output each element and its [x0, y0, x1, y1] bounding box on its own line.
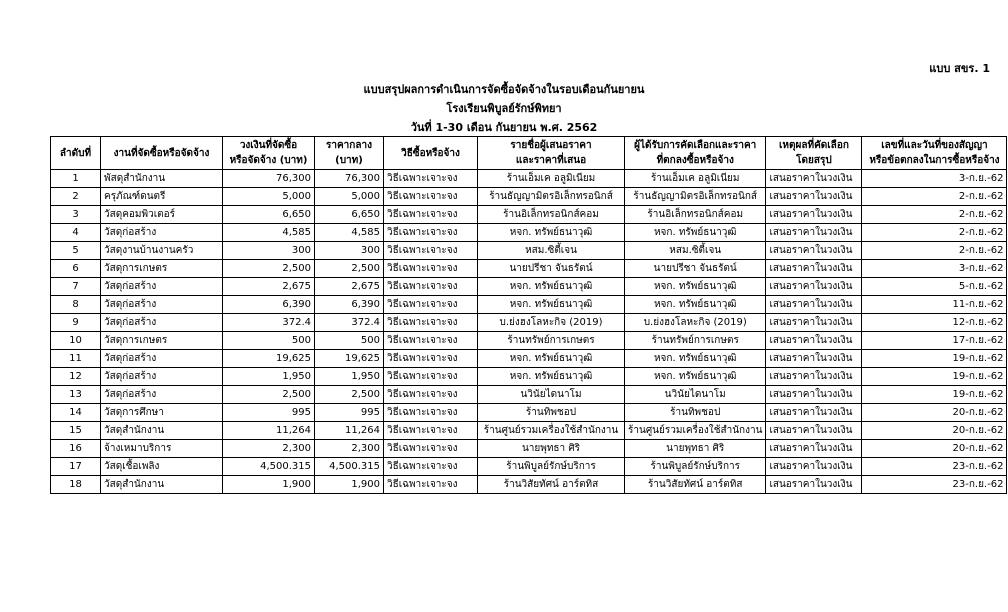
table-row: [51, 278, 1007, 296]
row-reason: เสนอราคาในวงเงิน: [766, 386, 862, 404]
row-item: จ้างเหมาบริการ: [101, 440, 223, 458]
row-number: 1: [51, 170, 101, 188]
row-reason: เสนอราคาในวงเงิน: [766, 458, 862, 476]
row-reason: เสนอราคาในวงเงิน: [766, 170, 862, 188]
row-reason: เสนอราคาในวงเงิน: [766, 188, 862, 206]
row-budget: 19,625: [223, 350, 315, 368]
table-row: [51, 296, 1007, 314]
header-median-price: ราคากลาง (บาท): [315, 137, 384, 170]
row-contract: 23-ก.ย.-62: [862, 458, 1007, 476]
row-winner: ร้านวิสัยทัศน์ อาร์ตทิส: [625, 476, 766, 494]
row-budget: 372.4: [223, 314, 315, 332]
table-row: [51, 350, 1007, 368]
row-contract: 2-ก.ย.-62: [862, 188, 1007, 206]
row-number: 14: [51, 404, 101, 422]
row-method: วิธีเฉพาะเจาะจง: [384, 404, 478, 422]
row-item: พัสดุสำนักงาน: [101, 170, 223, 188]
row-bidder: ร้านพิบูลย์รักษ์บริการ: [478, 458, 625, 476]
row-number: 2: [51, 188, 101, 206]
row-median-price: 500: [315, 332, 384, 350]
row-reason: เสนอราคาในวงเงิน: [766, 422, 862, 440]
row-bidder: ร้านเอ็มเค อลูมิเนียม: [478, 170, 625, 188]
row-bidder: บ.ย่งฮงโลหะกิจ (2019): [478, 314, 625, 332]
table-row: [51, 368, 1007, 386]
row-reason: เสนอราคาในวงเงิน: [766, 350, 862, 368]
row-contract: 20-ก.ย.-62: [862, 440, 1007, 458]
row-median-price: 11,264: [315, 422, 384, 440]
row-item: วัสดุก่อสร้าง: [101, 350, 223, 368]
row-contract: 20-ก.ย.-62: [862, 404, 1007, 422]
header-reason: เหตุผลที่คัดเลือก โดยสรุป: [766, 137, 862, 170]
row-median-price: 1,950: [315, 368, 384, 386]
row-bidder: ร้านศูนย์รวมเครื่องใช้สำนักงาน: [478, 422, 625, 440]
table-row: [51, 260, 1007, 278]
row-number: 7: [51, 278, 101, 296]
row-method: วิธีเฉพาะเจาะจง: [384, 440, 478, 458]
row-winner: หสม.ซิตี้เจน: [625, 242, 766, 260]
row-method: วิธีเฉพาะเจาะจง: [384, 278, 478, 296]
row-reason: เสนอราคาในวงเงิน: [766, 440, 862, 458]
row-winner: ร้านธัญญามิตรอิเล็กทรอนิกส์: [625, 188, 766, 206]
row-budget: 6,650: [223, 206, 315, 224]
row-winner: หจก. ทรัพย์ธนาวุฒิ: [625, 350, 766, 368]
row-item: วัสดุสำนักงาน: [101, 422, 223, 440]
row-bidder: หสม.ซิตี้เจน: [478, 242, 625, 260]
row-item: วัสดุก่อสร้าง: [101, 224, 223, 242]
table-row: [51, 206, 1007, 224]
row-item: วัสดุก่อสร้าง: [101, 296, 223, 314]
header-contract: เลขที่และวันที่ของสัญญา หรือข้อตกลงในการซื้อหรือจ้าง: [862, 137, 1007, 170]
row-reason: เสนอราคาในวงเงิน: [766, 476, 862, 494]
table-row: [51, 422, 1007, 440]
row-bidder: หจก. ทรัพย์ธนาวุฒิ: [478, 278, 625, 296]
row-contract: 5-ก.ย.-62: [862, 278, 1007, 296]
row-median-price: 4,585: [315, 224, 384, 242]
row-number: 12: [51, 368, 101, 386]
row-contract: 12-ก.ย.-62: [862, 314, 1007, 332]
row-median-price: 19,625: [315, 350, 384, 368]
row-budget: 4,500.315: [223, 458, 315, 476]
form-code: แบบ สขร. 1: [929, 62, 990, 75]
row-item: วัสดุก่อสร้าง: [101, 368, 223, 386]
row-contract: 2-ก.ย.-62: [862, 224, 1007, 242]
header-item: งานที่จัดซื้อหรือจัดจ้าง: [101, 137, 223, 170]
row-contract: 19-ก.ย.-62: [862, 386, 1007, 404]
row-winner: ร้านเอ็มเค อลูมิเนียม: [625, 170, 766, 188]
row-contract: 20-ก.ย.-62: [862, 422, 1007, 440]
row-number: 3: [51, 206, 101, 224]
row-budget: 4,585: [223, 224, 315, 242]
row-budget: 995: [223, 404, 315, 422]
row-number: 16: [51, 440, 101, 458]
table-row: [51, 314, 1007, 332]
row-median-price: 6,390: [315, 296, 384, 314]
row-bidder: ร้านทรัพย์การเกษตร: [478, 332, 625, 350]
row-bidder: ร้านวิสัยทัศน์ อาร์ตทิส: [478, 476, 625, 494]
row-number: 11: [51, 350, 101, 368]
row-bidder: ร้านทิพชอป: [478, 404, 625, 422]
row-bidder: หจก. ทรัพย์ธนาวุฒิ: [478, 368, 625, 386]
table-header-row: [51, 137, 1007, 170]
row-budget: 2,300: [223, 440, 315, 458]
row-winner: บ.ย่งฮงโลหะกิจ (2019): [625, 314, 766, 332]
row-budget: 300: [223, 242, 315, 260]
row-median-price: 1,900: [315, 476, 384, 494]
row-winner: ร้านศูนย์รวมเครื่องใช้สำนักงาน: [625, 422, 766, 440]
header-winner: ผู้ได้รับการคัดเลือกและราคา ที่ตกลงซื้อหรือจ้าง: [625, 137, 766, 170]
row-method: วิธีเฉพาะเจาะจง: [384, 458, 478, 476]
row-method: วิธีเฉพาะเจาะจง: [384, 368, 478, 386]
row-winner: นวินัยไดนาโม: [625, 386, 766, 404]
row-budget: 2,500: [223, 260, 315, 278]
row-item: วัสดุก่อสร้าง: [101, 386, 223, 404]
row-bidder: นวินัยไดนาโม: [478, 386, 625, 404]
row-contract: 11-ก.ย.-62: [862, 296, 1007, 314]
row-contract: 19-ก.ย.-62: [862, 368, 1007, 386]
row-method: วิธีเฉพาะเจาะจง: [384, 476, 478, 494]
table-row: [51, 458, 1007, 476]
row-contract: 19-ก.ย.-62: [862, 350, 1007, 368]
row-reason: เสนอราคาในวงเงิน: [766, 278, 862, 296]
row-number: 10: [51, 332, 101, 350]
row-winner: นายปรีชา จันธรัตน์: [625, 260, 766, 278]
row-method: วิธีเฉพาะเจาะจง: [384, 188, 478, 206]
row-bidder: หจก. ทรัพย์ธนาวุฒิ: [478, 296, 625, 314]
school-name: โรงเรียนพิบูลย์รักษ์พิทยา: [446, 102, 562, 115]
row-budget: 2,500: [223, 386, 315, 404]
row-item: วัสดุงานบ้านงานครัว: [101, 242, 223, 260]
row-method: วิธีเฉพาะเจาะจง: [384, 314, 478, 332]
row-method: วิธีเฉพาะเจาะจง: [384, 242, 478, 260]
row-number: 4: [51, 224, 101, 242]
row-contract: 3-ก.ย.-62: [862, 260, 1007, 278]
table-row: [51, 404, 1007, 422]
table-row: [51, 386, 1007, 404]
row-number: 5: [51, 242, 101, 260]
row-item: วัสดุการศึกษา: [101, 404, 223, 422]
table-row: [51, 224, 1007, 242]
row-median-price: 76,300: [315, 170, 384, 188]
row-number: 8: [51, 296, 101, 314]
row-budget: 76,300: [223, 170, 315, 188]
row-budget: 5,000: [223, 188, 315, 206]
row-median-price: 4,500.315: [315, 458, 384, 476]
row-method: วิธีเฉพาะเจาะจง: [384, 296, 478, 314]
row-winner: ร้านทิพชอป: [625, 404, 766, 422]
row-method: วิธีเฉพาะเจาะจง: [384, 332, 478, 350]
row-median-price: 2,500: [315, 260, 384, 278]
row-contract: 3-ก.ย.-62: [862, 170, 1007, 188]
row-winner: ร้านทรัพย์การเกษตร: [625, 332, 766, 350]
row-reason: เสนอราคาในวงเงิน: [766, 242, 862, 260]
row-median-price: 300: [315, 242, 384, 260]
header-bidders: รายชื่อผู้เสนอราคา และราคาที่เสนอ: [478, 137, 625, 170]
row-median-price: 372.4: [315, 314, 384, 332]
row-reason: เสนอราคาในวงเงิน: [766, 296, 862, 314]
row-budget: 11,264: [223, 422, 315, 440]
row-method: วิธีเฉพาะเจาะจง: [384, 224, 478, 242]
row-number: 13: [51, 386, 101, 404]
row-contract: 2-ก.ย.-62: [862, 242, 1007, 260]
row-method: วิธีเฉพาะเจาะจง: [384, 170, 478, 188]
procurement-table: [50, 136, 1007, 494]
row-median-price: 2,500: [315, 386, 384, 404]
row-median-price: 2,300: [315, 440, 384, 458]
row-budget: 1,950: [223, 368, 315, 386]
row-reason: เสนอราคาในวงเงิน: [766, 260, 862, 278]
row-contract: 23-ก.ย.-62: [862, 476, 1007, 494]
row-budget: 2,675: [223, 278, 315, 296]
header-method: วิธีซื้อหรือจ้าง: [384, 137, 478, 170]
row-item: วัสดุก่อสร้าง: [101, 278, 223, 296]
date-range: วันที่ 1-30 เดือน กันยายน พ.ศ. 2562: [410, 121, 598, 134]
row-median-price: 2,675: [315, 278, 384, 296]
row-budget: 500: [223, 332, 315, 350]
row-number: 18: [51, 476, 101, 494]
row-method: วิธีเฉพาะเจาะจง: [384, 260, 478, 278]
row-method: วิธีเฉพาะเจาะจง: [384, 206, 478, 224]
table-row: [51, 332, 1007, 350]
table-row: [51, 242, 1007, 260]
row-item: วัสดุการเกษตร: [101, 260, 223, 278]
row-winner: ร้านพิบูลย์รักษ์บริการ: [625, 458, 766, 476]
row-method: วิธีเฉพาะเจาะจง: [384, 350, 478, 368]
row-budget: 6,390: [223, 296, 315, 314]
row-reason: เสนอราคาในวงเงิน: [766, 404, 862, 422]
header-no: ลำดับที่: [51, 137, 101, 170]
header-budget: วงเงินที่จัดซื้อ หรือจัดจ้าง (บาท): [223, 137, 315, 170]
row-item: ครุภัณฑ์ดนตรี: [101, 188, 223, 206]
row-reason: เสนอราคาในวงเงิน: [766, 206, 862, 224]
row-bidder: นายปรีชา จันธรัตน์: [478, 260, 625, 278]
row-reason: เสนอราคาในวงเงิน: [766, 332, 862, 350]
row-winner: หจก. ทรัพย์ธนาวุฒิ: [625, 278, 766, 296]
row-bidder: หจก. ทรัพย์ธนาวุฒิ: [478, 224, 625, 242]
row-bidder: ร้านอิเล็กทรอนิกส์คอม: [478, 206, 625, 224]
table-row: [51, 170, 1007, 188]
row-contract: 2-ก.ย.-62: [862, 206, 1007, 224]
row-number: 9: [51, 314, 101, 332]
row-winner: หจก. ทรัพย์ธนาวุฒิ: [625, 368, 766, 386]
row-item: วัสดุสำนักงาน: [101, 476, 223, 494]
row-winner: หจก. ทรัพย์ธนาวุฒิ: [625, 224, 766, 242]
document-title: แบบสรุปผลการดำเนินการจัดซื้อจัดจ้างในรอบเดือนกันยายน: [363, 83, 645, 96]
table-row: [51, 476, 1007, 494]
row-winner: ร้านอิเล็กทรอนิกส์คอม: [625, 206, 766, 224]
table-row: [51, 440, 1007, 458]
row-number: 15: [51, 422, 101, 440]
row-number: 6: [51, 260, 101, 278]
row-method: วิธีเฉพาะเจาะจง: [384, 386, 478, 404]
row-winner: นายพุทธา ศิริ: [625, 440, 766, 458]
row-median-price: 995: [315, 404, 384, 422]
row-bidder: หจก. ทรัพย์ธนาวุฒิ: [478, 350, 625, 368]
row-contract: 17-ก.ย.-62: [862, 332, 1007, 350]
row-number: 17: [51, 458, 101, 476]
row-reason: เสนอราคาในวงเงิน: [766, 314, 862, 332]
row-item: วัสดุการเกษตร: [101, 332, 223, 350]
row-method: วิธีเฉพาะเจาะจง: [384, 422, 478, 440]
row-bidder: นายพุทธา ศิริ: [478, 440, 625, 458]
row-reason: เสนอราคาในวงเงิน: [766, 368, 862, 386]
row-median-price: 5,000: [315, 188, 384, 206]
row-median-price: 6,650: [315, 206, 384, 224]
table-row: [51, 188, 1007, 206]
row-item: วัสดุเชื้อเพลิง: [101, 458, 223, 476]
row-winner: หจก. ทรัพย์ธนาวุฒิ: [625, 296, 766, 314]
row-item: วัสดุก่อสร้าง: [101, 314, 223, 332]
row-reason: เสนอราคาในวงเงิน: [766, 224, 862, 242]
row-budget: 1,900: [223, 476, 315, 494]
row-item: วัสดุคอมพิวเตอร์: [101, 206, 223, 224]
row-bidder: ร้านธัญญามิตรอิเล็กทรอนิกส์: [478, 188, 625, 206]
